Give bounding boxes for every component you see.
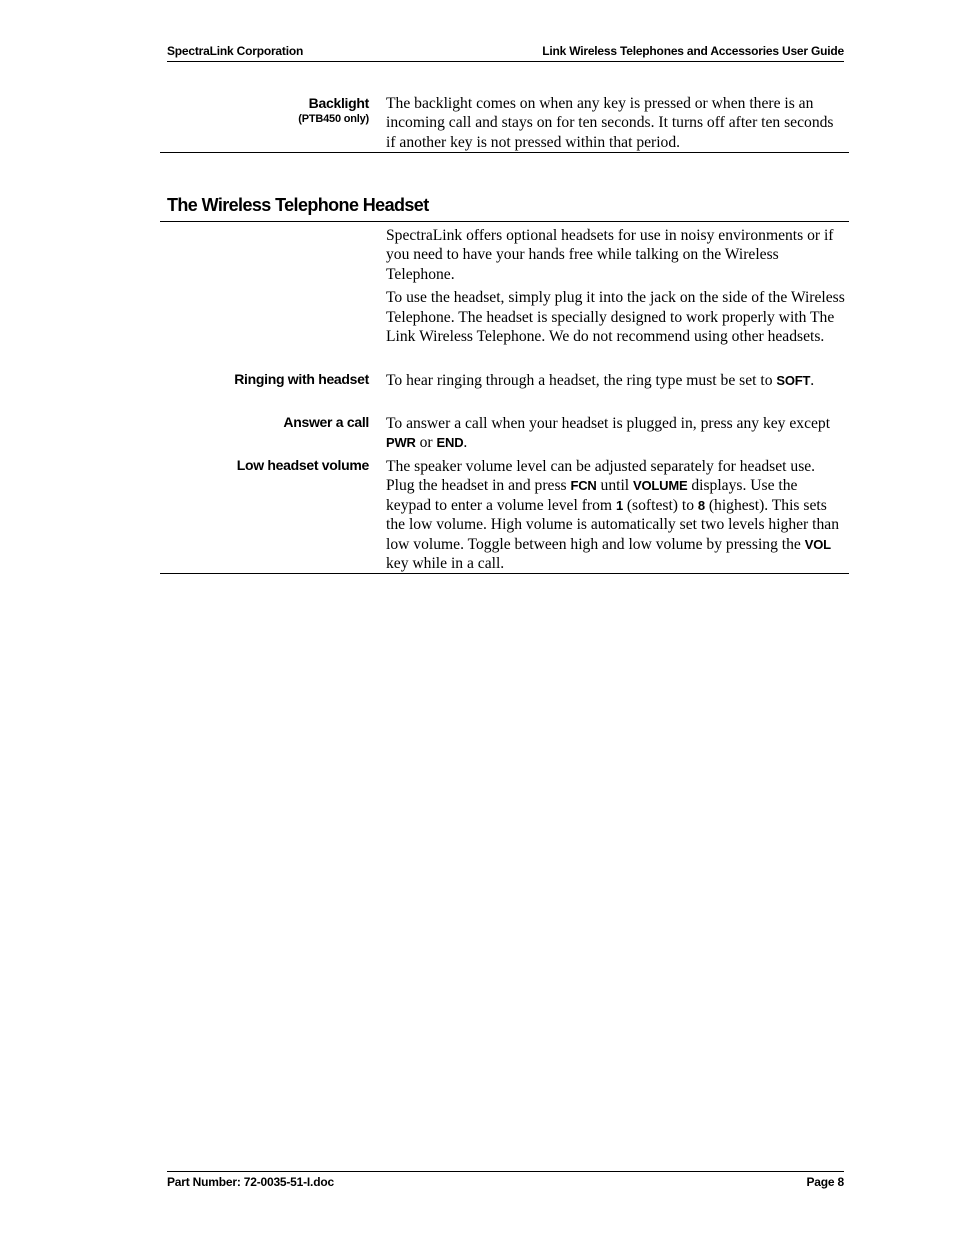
low-volume-text-d: (softest) to bbox=[622, 496, 698, 514]
low-volume-text-b: until bbox=[596, 477, 634, 495]
ringing-label: Ringing with headset bbox=[234, 371, 369, 387]
key-soft: SOFT bbox=[776, 373, 811, 388]
key-pwr: PWR bbox=[386, 435, 416, 451]
low-volume-text-a: The speaker volume level can be adjusted separately for headset use. Plug the headset in and press bbox=[386, 458, 816, 495]
answer-paragraph bbox=[386, 414, 846, 453]
backlight-label bbox=[298, 95, 369, 125]
page-footer bbox=[167, 1171, 844, 1189]
ringing-text-a: To hear ringing through a headset, the ring type must be set to bbox=[386, 372, 777, 389]
ringing-text bbox=[386, 371, 846, 394]
key-vol: VOL bbox=[804, 536, 831, 552]
footer-page-number: Page 8 bbox=[806, 1175, 844, 1189]
low-volume-text bbox=[386, 457, 846, 577]
ringing-text-b: . bbox=[810, 372, 815, 389]
answer-text-b: or bbox=[415, 434, 437, 452]
answer-text-c: . bbox=[463, 434, 468, 452]
backlight-sublabel: (PTB450 only) bbox=[298, 113, 369, 125]
divider-rule bbox=[160, 152, 849, 153]
header-guide-title: Link Wireless Telephones and Accessories User Guide bbox=[542, 44, 844, 58]
low-volume-text-c: displays. Use the keypad to enter a volume level from bbox=[386, 477, 798, 514]
page-header bbox=[167, 43, 844, 62]
section-end-rule bbox=[160, 573, 849, 574]
low-volume-label: Low headset volume bbox=[236, 457, 369, 473]
answer-label: Answer a call bbox=[283, 414, 369, 430]
header-company: SpectraLink Corporation bbox=[167, 44, 304, 58]
section-title-rule bbox=[160, 221, 849, 222]
key-volume: VOLUME bbox=[633, 478, 688, 494]
backlight-paragraph: The backlight comes on when any key is pressed or when there is an incoming call and stays on for ten seconds. It turns off after ten seconds if another key is not pressed within that period. bbox=[386, 95, 834, 151]
ringing-paragraph bbox=[386, 371, 846, 390]
low-volume-paragraph bbox=[386, 457, 846, 573]
key-1: 1 bbox=[615, 497, 623, 513]
backlight-text bbox=[386, 94, 846, 156]
section-title: The Wireless Telephone Headset bbox=[167, 195, 429, 215]
key-8: 8 bbox=[697, 497, 705, 513]
backlight-label-text: Backlight bbox=[308, 95, 369, 111]
intro-text bbox=[386, 226, 846, 350]
intro-paragraph-1: SpectraLink offers optional headsets for use in noisy environments or if you need to have your hands free while talking on the Wireless Telephone. bbox=[386, 227, 834, 283]
key-fcn: FCN bbox=[570, 478, 597, 494]
low-volume-text-f: key while in a call. bbox=[386, 555, 505, 573]
low-volume-text-e: (highest). This sets the low volume. High volume is automatically set two levels higher than low volume. Toggle between high and low volume by pressing the bbox=[386, 496, 839, 553]
answer-text bbox=[386, 414, 846, 457]
intro-paragraph-2: To use the headset, simply plug it into the jack on the side of the Wireless Telephone. The headset is specially designed to work properly with The Link Wireless Telephone. We do not recommend using other headsets. bbox=[386, 289, 845, 346]
answer-text-a: To answer a call when your headset is plugged in, press any key except bbox=[386, 415, 831, 432]
footer-part-number: Part Number: 72-0035-51-I.doc bbox=[167, 1175, 334, 1189]
key-end: END bbox=[436, 435, 464, 451]
